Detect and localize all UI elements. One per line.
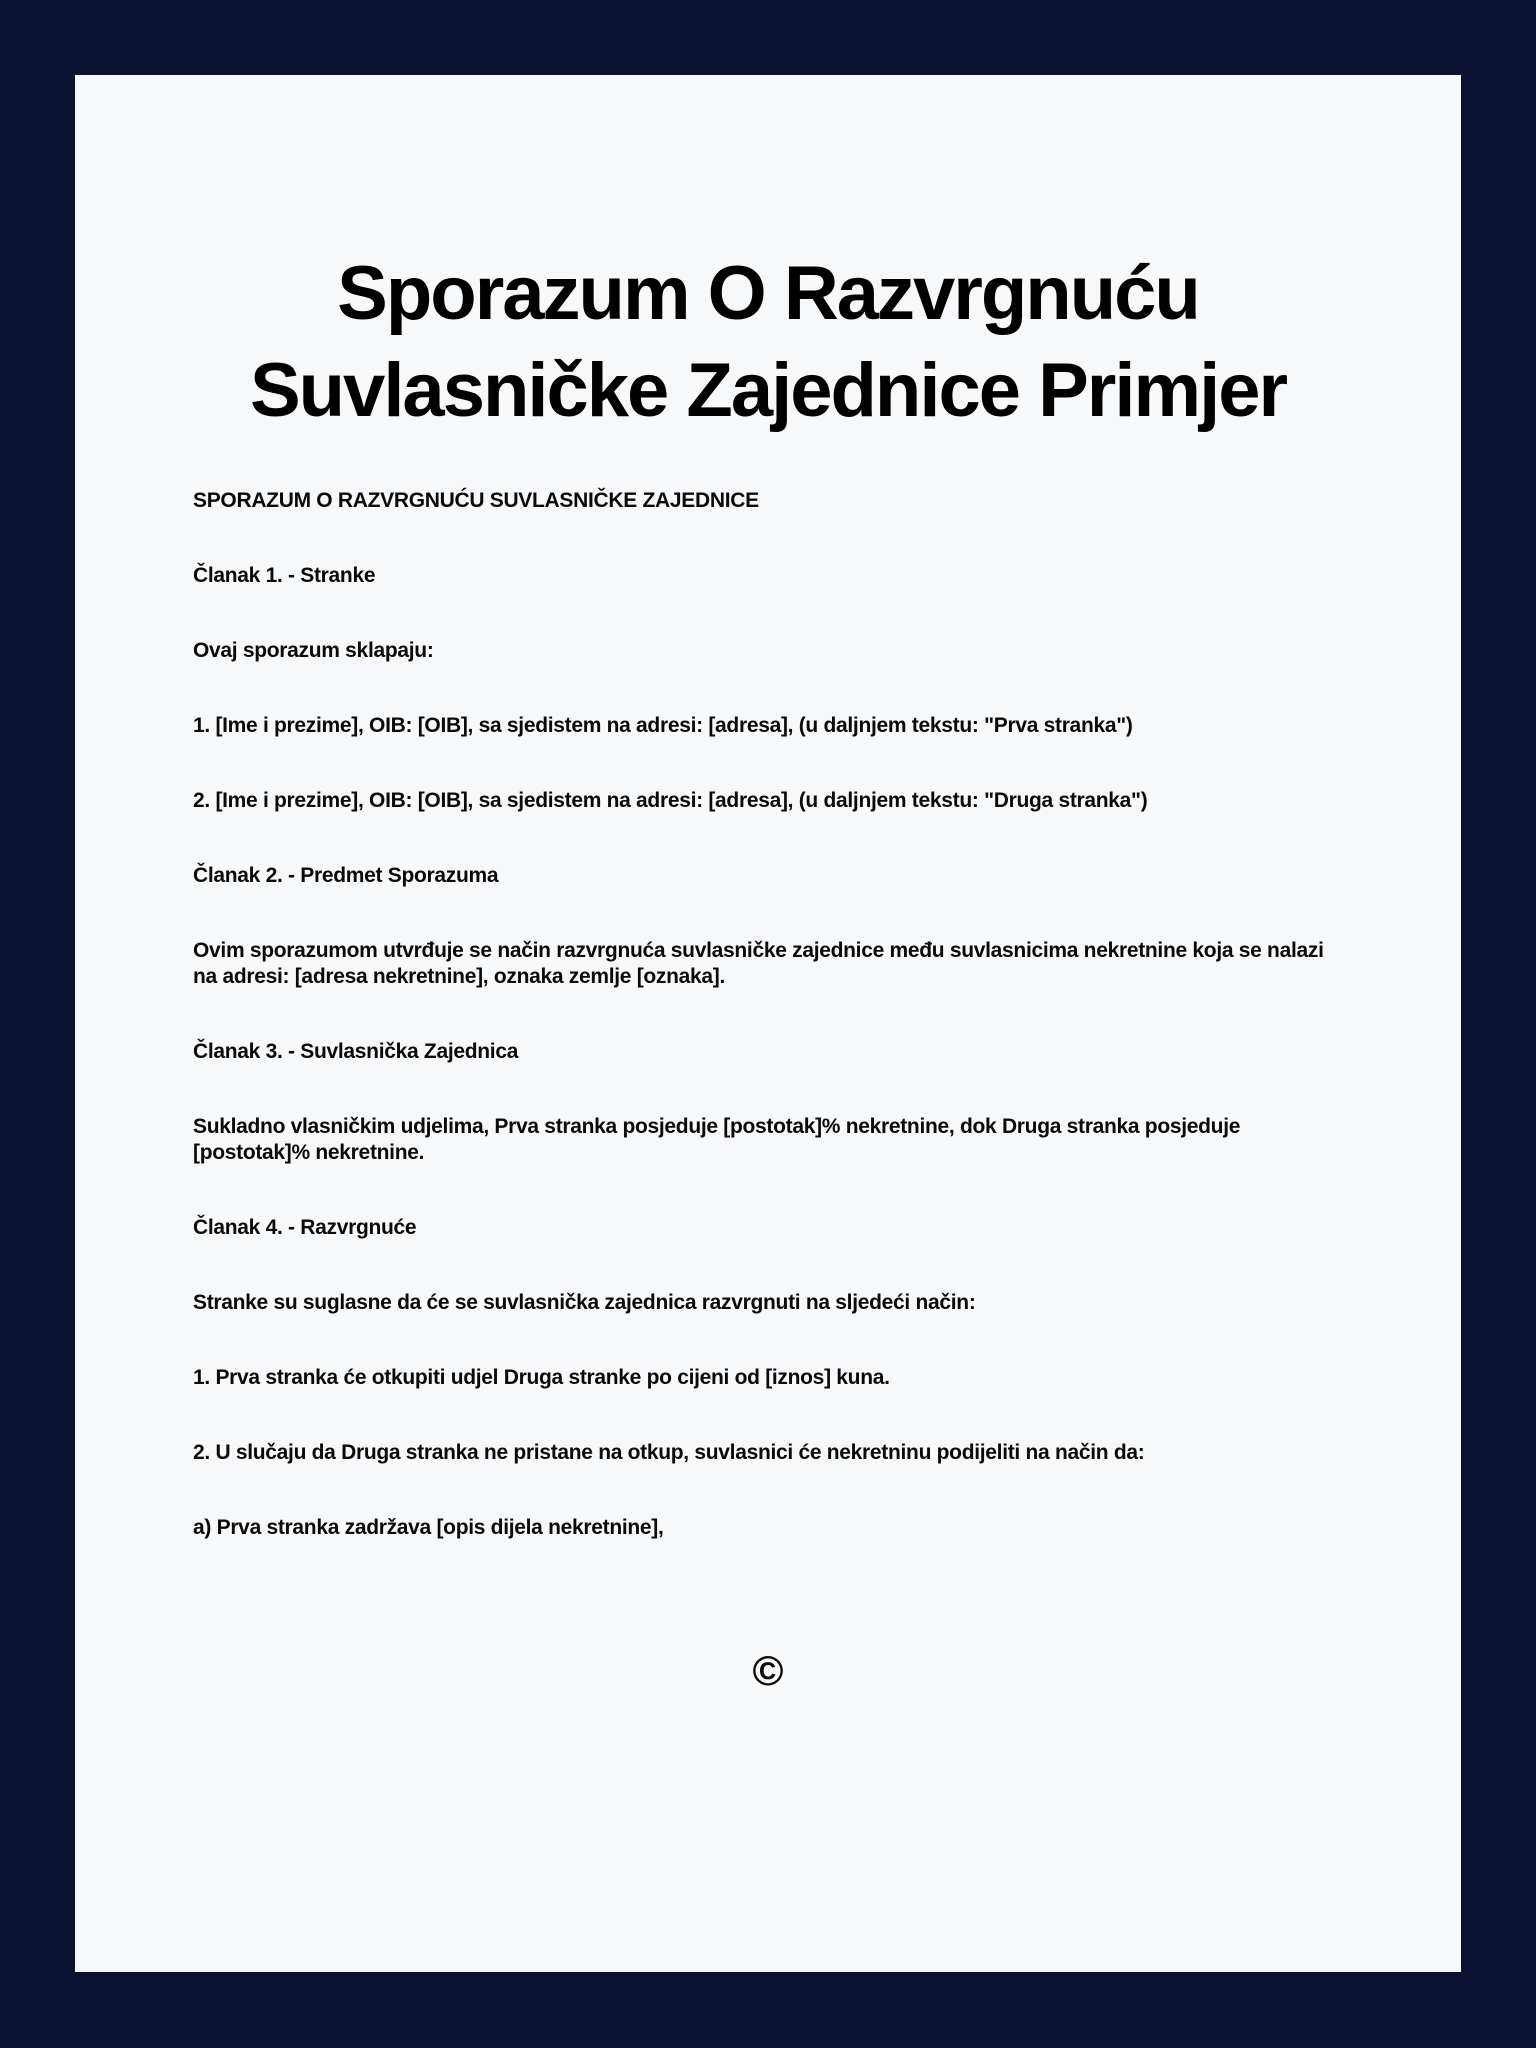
document-body	[193, 488, 1343, 1541]
article-4-heading: Članak 4. - Razvrgnuće	[193, 1216, 417, 1239]
article-1	[193, 563, 1343, 814]
article-4-paragraph-1: Stranke su suglasne da će se suvlasnička zajednica razvrgnuti na sljedeći način:	[193, 1291, 976, 1314]
article-1-paragraph-3: 2. [Ime i prezime], OIB: [OIB], sa sjedistem na adresi: [adresa], (u daljnjem tekstu: "Druga stranka")	[193, 789, 1148, 812]
article-2	[193, 863, 1343, 990]
article-2-heading: Članak 2. - Predmet Sporazuma	[193, 864, 499, 887]
article-3-heading: Članak 3. - Suvlasnička Zajednica	[193, 1040, 519, 1063]
article-4	[193, 1215, 1343, 1541]
article-3-paragraph-1: Sukladno vlasničkim udjelima, Prva stranka posjeduje [postotak]% nekretnine, dok Druga stranka posjeduje [postotak]% nekretnine.	[193, 1115, 1241, 1164]
article-2-paragraph-1: Ovim sporazumom utvrđuje se način razvrgnuća suvlasničke zajednice među suvlasnicima nekretnine koja se nalazi na adresi: [adresa nekretnine], oznaka zemlje [oznaka].	[193, 939, 1324, 988]
copyright-icon: ©	[752, 1647, 784, 1694]
article-4-paragraph-4: a) Prva stranka zadržava [opis dijela nekretnine],	[193, 1516, 664, 1539]
page-title: Sporazum O Razvrgnuću Suvlasničke Zajednice Primjer	[249, 251, 1287, 433]
article-1-heading: Članak 1. - Stranke	[193, 564, 376, 587]
document-heading: SPORAZUM O RAZVRGNUĆU SUVLASNIČKE ZAJEDNICE	[193, 489, 759, 512]
document-page	[75, 75, 1461, 1972]
article-1-paragraph-1: Ovaj sporazum sklapaju:	[193, 639, 434, 662]
article-1-paragraph-2: 1. [Ime i prezime], OIB: [OIB], sa sjedistem na adresi: [adresa], (u daljnjem tekstu: "Prva stranka")	[193, 714, 1133, 737]
article-3	[193, 1039, 1343, 1166]
page-footer	[193, 1647, 1343, 1695]
article-4-paragraph-2: 1. Prva stranka će otkupiti udjel Druga stranke po cijeni od [iznos] kuna.	[193, 1366, 890, 1389]
article-4-paragraph-3: 2. U slučaju da Druga stranka ne pristane na otkup, suvlasnici će nekretninu podijeliti na način da:	[193, 1441, 1145, 1464]
